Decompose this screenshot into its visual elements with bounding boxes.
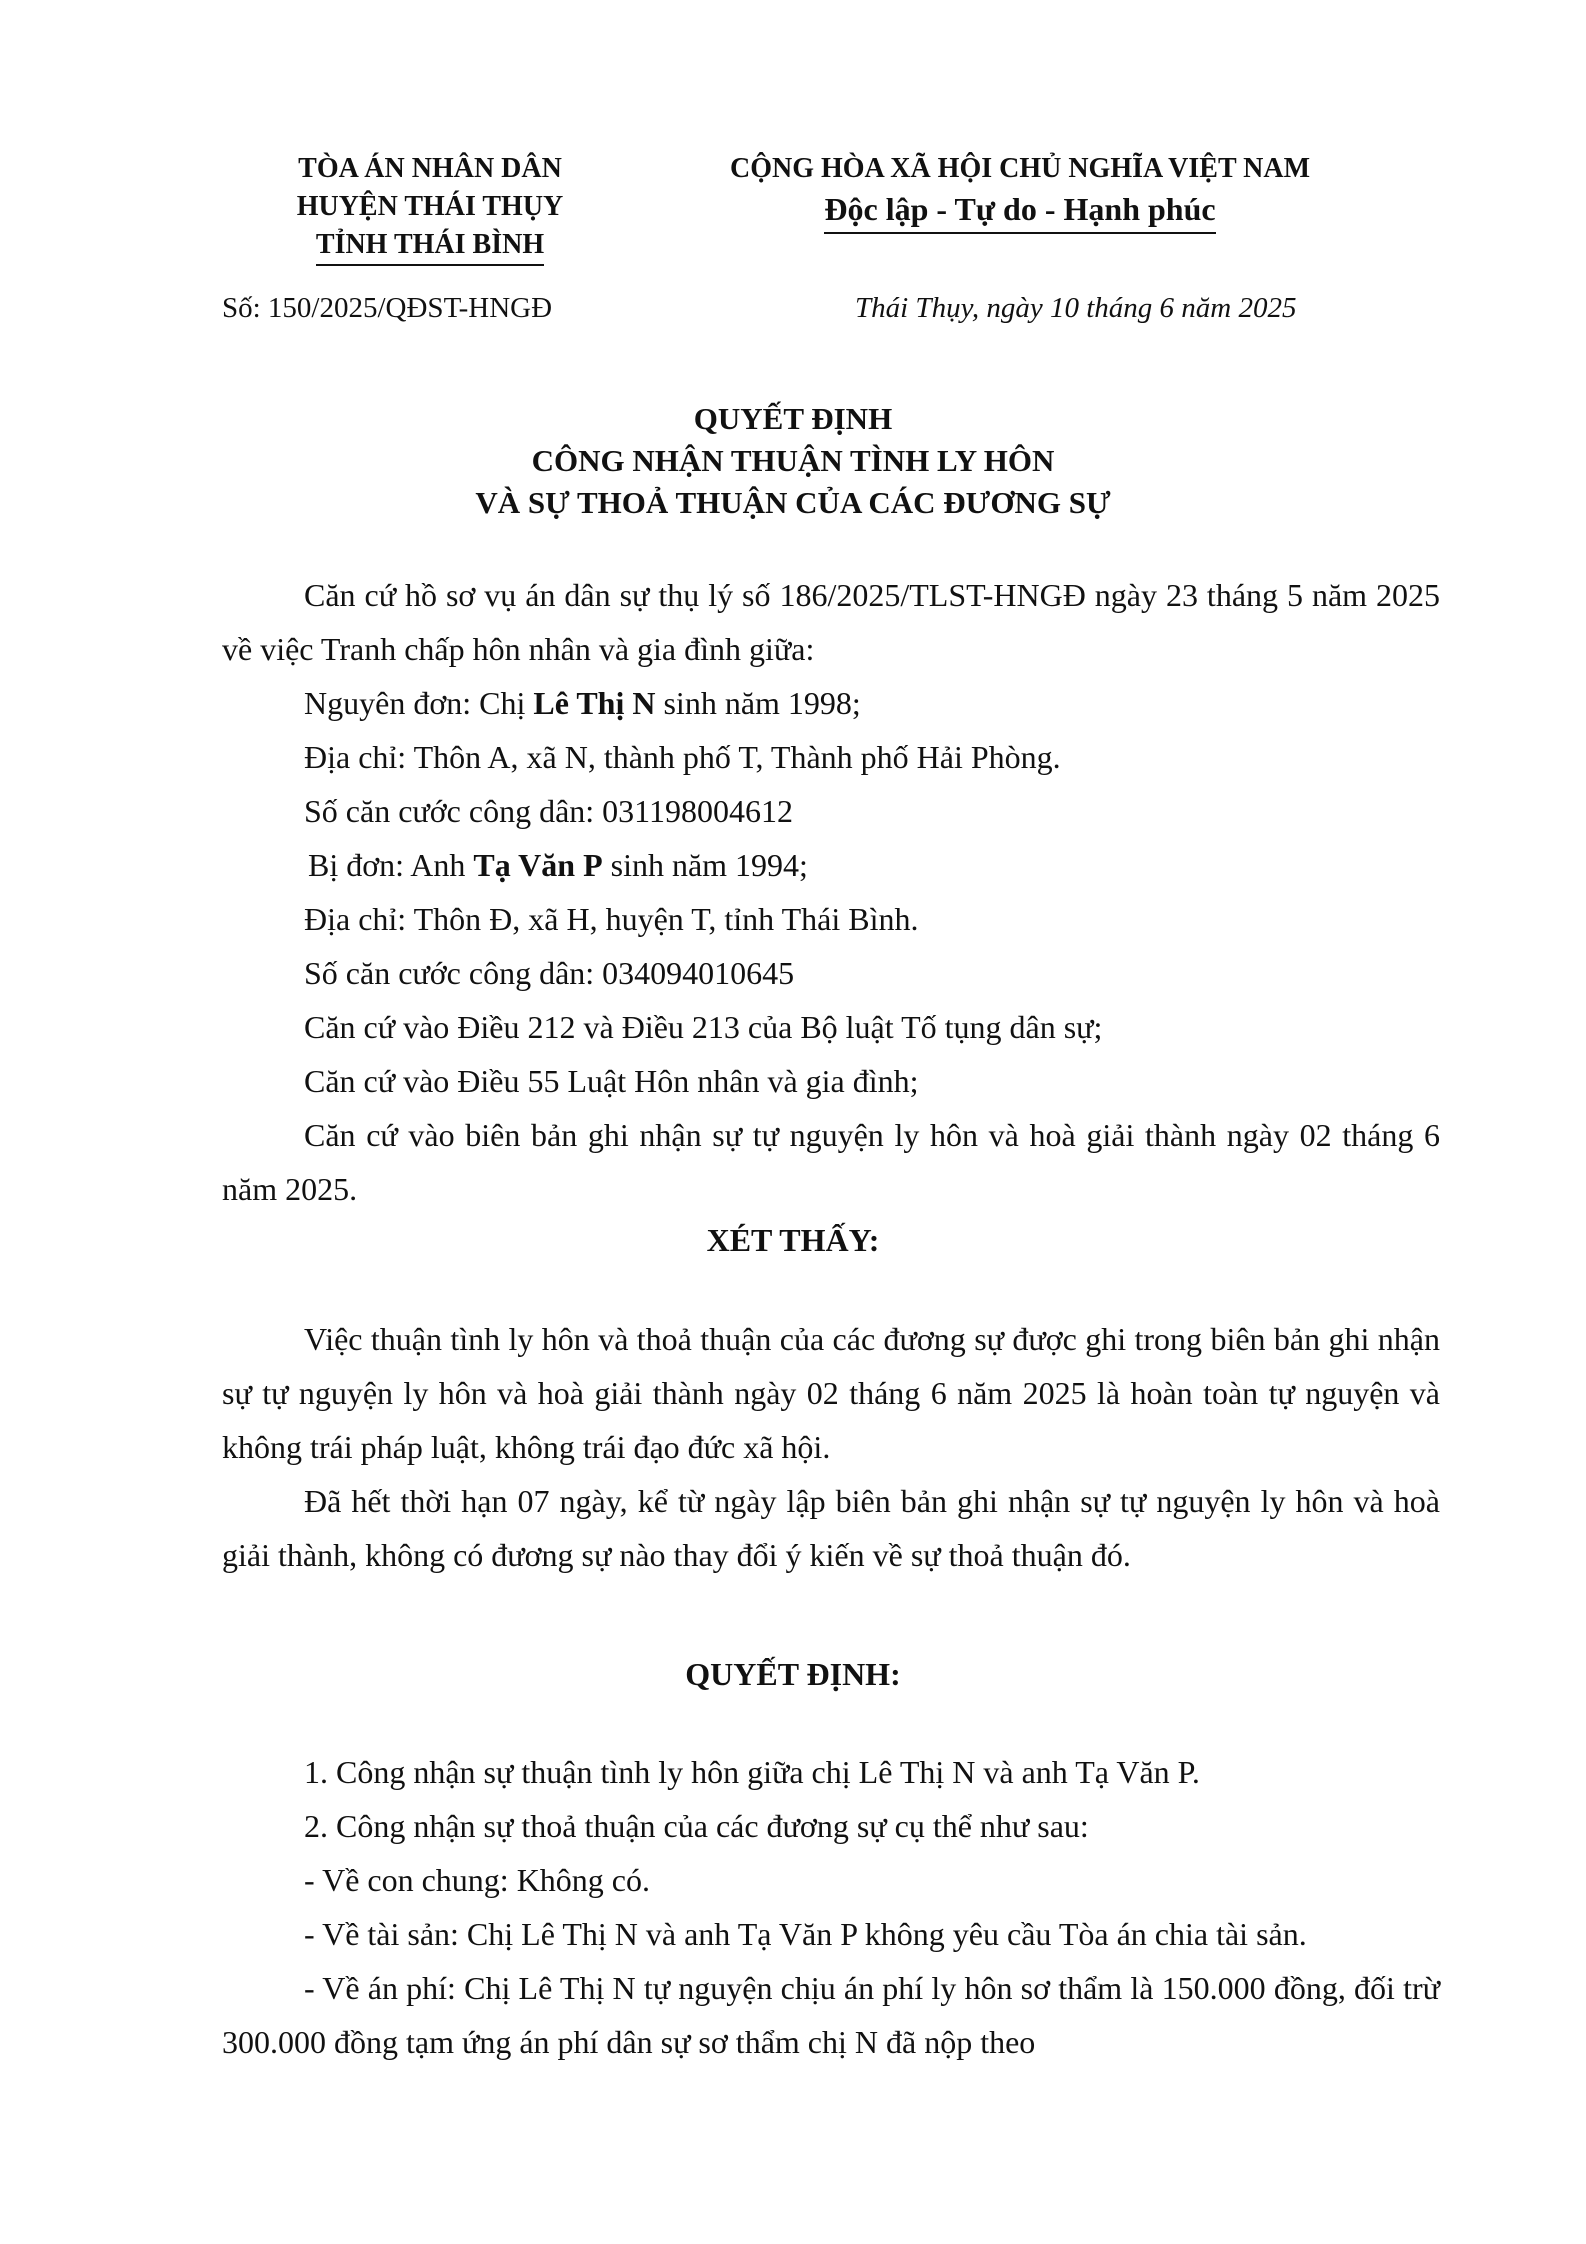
country-name: CỘNG HÒA XÃ HỘI CHỦ NGHĨA VIỆT NAM: [729, 153, 1311, 184]
plaintiff-line: Nguyên đơn: Chị Lê Thị N sinh năm 1998;: [304, 685, 861, 721]
decision-item-1: 1. Công nhận sự thuận tình ly hôn giữa chị Lê Thị N và anh Tạ Văn P.: [304, 1754, 1200, 1790]
court-line-1: TÒA ÁN NHÂN DÂN: [298, 153, 562, 184]
legal-basis-3: Căn cứ vào biên bản ghi nhận sự tự nguyện ly hôn và hoà giải thành ngày 02 tháng 6 năm 2025.: [222, 1117, 1440, 1207]
title-line-1: QUYẾT ĐỊNH: [693, 401, 893, 436]
decision-heading: QUYẾT ĐỊNH:: [685, 1656, 901, 1692]
decision-children: - Về con chung: Không có.: [304, 1862, 650, 1898]
basis-paragraph: Căn cứ hồ sơ vụ án dân sự thụ lý số 186/2025/TLST-HNGĐ ngày 23 tháng 5 năm 2025 về việc Tranh chấp hôn nhân và gia đình giữa:: [222, 577, 1440, 667]
document-number: Số: 150/2025/QĐST-HNGĐ: [222, 292, 553, 324]
document-title: [0, 398, 1586, 524]
basis-section: [222, 568, 1440, 1216]
place-date: Thái Thụy, ngày 10 tháng 6 năm 2025: [855, 292, 1297, 324]
decision-property: - Về tài sản: Chị Lê Thị N và anh Tạ Văn P không yêu cầu Tòa án chia tài sản.: [304, 1916, 1307, 1952]
defendant-line: Bị đơn: Anh Tạ Văn P sinh năm 1994;: [308, 847, 808, 883]
findings-heading: XÉT THẤY:: [706, 1222, 880, 1258]
decision-item-2: 2. Công nhận sự thoả thuận của các đương sự cụ thể như sau:: [304, 1808, 1089, 1844]
findings-paragraph-1: Việc thuận tình ly hôn và thoả thuận của các đương sự được ghi trong biên bản ghi nhận sự tự nguyện ly hôn và hoà giải thành ngày 02 tháng 6 năm 2025 là hoàn toàn tự nguyện và không trái pháp luật, không trái đạo đức xã hội.: [222, 1321, 1440, 1465]
legal-basis-2: Căn cứ vào Điều 55 Luật Hôn nhân và gia đình;: [304, 1063, 919, 1099]
defendant-id: Số căn cước công dân: 034094010645: [304, 955, 795, 991]
court-line-3: TỈNH THÁI BÌNH: [316, 226, 544, 266]
plaintiff-id: Số căn cước công dân: 031198004612: [304, 793, 793, 829]
defendant-name: Tạ Văn P: [473, 847, 603, 883]
decision-section: [222, 1745, 1440, 2069]
legal-basis-1: Căn cứ vào Điều 212 và Điều 213 của Bộ luật Tố tụng dân sự;: [304, 1009, 1103, 1045]
court-name: [220, 150, 640, 266]
defendant-address: Địa chỉ: Thôn Đ, xã H, huyện T, tỉnh Thái Bình.: [304, 901, 919, 937]
findings-paragraph-2: Đã hết thời hạn 07 ngày, kể từ ngày lập biên bản ghi nhận sự tự nguyện ly hôn và hoà giải thành, không có đương sự nào thay đổi ý kiến về sự thoả thuận đó.: [222, 1483, 1440, 1573]
title-line-3: VÀ SỰ THOẢ THUẬN CỦA CÁC ĐƯƠNG SỰ: [475, 485, 1111, 520]
plaintiff-name: Lê Thị N: [533, 685, 656, 721]
motto: Độc lập - Tự do - Hạnh phúc: [824, 188, 1215, 234]
title-line-2: CÔNG NHẬN THUẬN TÌNH LY HÔN: [531, 443, 1055, 478]
findings-section: [222, 1312, 1440, 1582]
plaintiff-address: Địa chỉ: Thôn A, xã N, thành phố T, Thành phố Hải Phòng.: [304, 739, 1061, 775]
court-line-2: HUYỆN THÁI THỤY: [296, 191, 564, 222]
national-motto: [660, 150, 1380, 234]
decision-fee: - Về án phí: Chị Lê Thị N tự nguyện chịu án phí ly hôn sơ thẩm là 150.000 đồng, đối trừ 300.000 đồng tạm ứng án phí dân sự sơ thẩm chị N đã nộp theo: [222, 1970, 1440, 2060]
